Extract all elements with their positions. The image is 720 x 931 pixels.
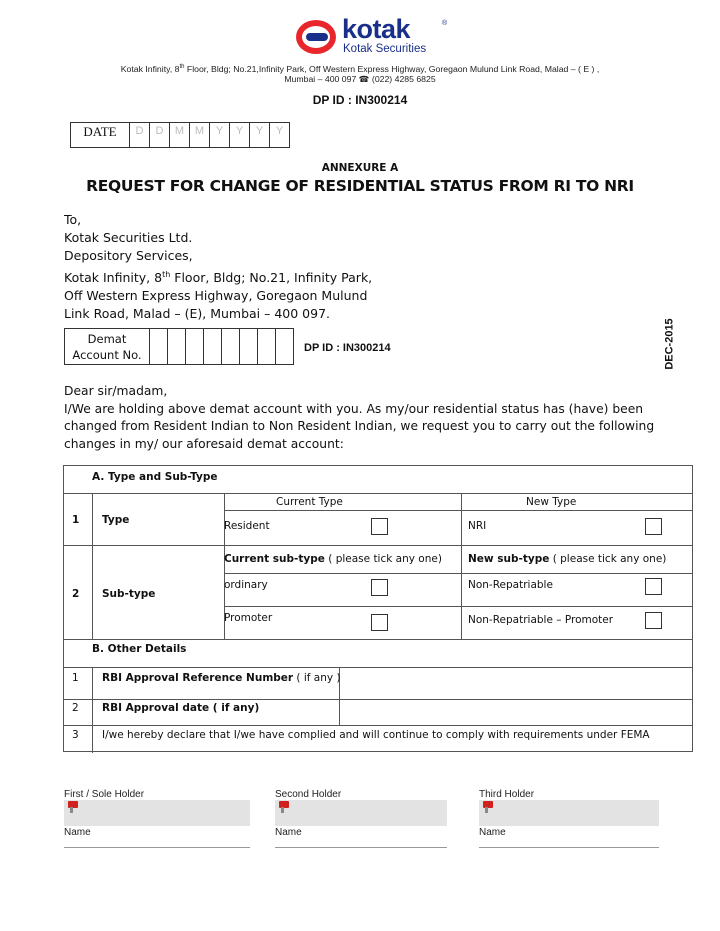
letter-paragraph: I/We are holding above demat account with you. As my/our residential status has (have) been changed from Resident Indian to Non Resident Indian, we request you to carry out the following changes in my/ our aforesaid demat account: (64, 401, 655, 451)
demat-cell[interactable] (258, 329, 276, 365)
date-cell-d1[interactable]: D (130, 123, 150, 148)
sign-flag-icon (483, 801, 497, 813)
subtype-non-repatriable-promoter-label: Non-Repatriable – Promoter (468, 614, 614, 626)
date-cell-m2[interactable]: M (190, 123, 210, 148)
side-date-stamp: DEC-2015 (663, 318, 676, 370)
new-type-value: NRI (468, 520, 487, 532)
dp-id-inline: DP ID : IN300214 (304, 342, 391, 354)
first-holder-name-line[interactable] (64, 847, 250, 848)
non-repatriable-checkbox[interactable] (645, 578, 662, 595)
recipient-line: Kotak Securities Ltd. (64, 230, 193, 246)
current-type-value: Resident (224, 520, 270, 532)
header-address-line2: Mumbai – 400 097 ☎ (022) 4285 6825 (284, 74, 436, 84)
demat-cell[interactable] (150, 329, 168, 365)
rbi-ref-label: RBI Approval Reference Number ( if any ) (102, 672, 341, 684)
recipient-address (64, 211, 372, 323)
logo-brand-text: kotak (342, 14, 411, 44)
section-a-heading: A. Type and Sub-Type (92, 471, 218, 483)
new-type-header: New Type (526, 496, 577, 508)
recipient-line: Off Western Express Highway, Goregaon Mulund (64, 287, 368, 303)
type-label: Type (102, 514, 130, 526)
date-cell-y3[interactable]: Y (250, 123, 270, 148)
second-holder-signature-field[interactable] (275, 800, 447, 826)
date-cell-y4[interactable]: Y (270, 123, 290, 148)
form-title: REQUEST FOR CHANGE OF RESIDENTIAL STATUS FROM RI TO NRI (86, 177, 634, 195)
subtype-label: Sub-type (102, 588, 156, 600)
subtype-non-repatriable-label: Non-Repatriable (468, 579, 553, 591)
date-cell-y1[interactable]: Y (210, 123, 230, 148)
fema-declaration: I/we hereby declare that I/we have complied and will continue to comply with requirements under FEMA (102, 729, 650, 741)
row-number: 1 (72, 672, 79, 684)
kotak-logo-mark-icon (296, 20, 336, 54)
rbi-date-input[interactable] (339, 699, 692, 729)
third-holder-name-line[interactable] (479, 847, 659, 848)
new-subtype-header: New sub-type ( please tick any one) (468, 553, 667, 565)
current-subtype-header: Current sub-type ( please tick any one) (224, 553, 442, 565)
demat-account-label: Demat Account No. (65, 329, 150, 365)
recipient-line: Depository Services, (64, 248, 193, 264)
demat-cell[interactable] (276, 329, 294, 365)
dp-id-header: DP ID : IN300214 (312, 93, 408, 107)
demat-account-box (64, 328, 294, 365)
row-number: 1 (72, 514, 80, 526)
row-number: 3 (72, 729, 79, 741)
first-holder-label: First / Sole Holder (64, 789, 145, 800)
logo-brand (342, 14, 447, 45)
header-address-line1: Kotak Infinity, 8th Floor, Bldg; No.21,Infinity Park, Off Western Express Highway, Goregaon Mulund Link Road, Malad – ( E ) , (120, 63, 600, 74)
logo-reg-mark: ® (442, 20, 447, 27)
date-label: DATE (71, 123, 130, 148)
annexure-label: ANNEXURE A (321, 162, 399, 174)
third-holder-signature-field[interactable] (479, 800, 659, 826)
row-number: 2 (72, 588, 80, 600)
letter-body (64, 383, 696, 453)
nri-checkbox[interactable] (645, 518, 662, 535)
demat-cell[interactable] (204, 329, 222, 365)
demat-cell[interactable] (240, 329, 258, 365)
third-holder-name-label: Name (479, 827, 506, 838)
second-holder-label: Second Holder (275, 789, 342, 800)
date-cell-m1[interactable]: M (170, 123, 190, 148)
demat-cell[interactable] (186, 329, 204, 365)
section-b-heading: B. Other Details (92, 643, 187, 655)
subtype-promoter-label: Promoter (224, 612, 273, 624)
demat-cell[interactable] (222, 329, 240, 365)
kotak-logo (296, 14, 456, 58)
second-holder-name-line[interactable] (275, 847, 447, 848)
ordinary-checkbox[interactable] (371, 579, 388, 596)
rbi-ref-input[interactable] (339, 667, 692, 698)
current-type-header: Current Type (276, 496, 343, 508)
subtype-ordinary-label: ordinary (224, 579, 268, 591)
date-cell-y2[interactable]: Y (230, 123, 250, 148)
sign-flag-icon (68, 801, 82, 813)
recipient-line: Link Road, Malad – (E), Mumbai – 400 097. (64, 306, 331, 322)
promoter-checkbox[interactable] (371, 614, 388, 631)
demat-cell[interactable] (168, 329, 186, 365)
rbi-date-label: RBI Approval date ( if any) (102, 702, 260, 714)
third-holder-label: Third Holder (479, 789, 535, 800)
date-box (70, 122, 290, 148)
row-number: 2 (72, 702, 79, 714)
non-repatriable-promoter-checkbox[interactable] (645, 612, 662, 629)
letter-greeting: Dear sir/madam, (64, 384, 168, 398)
first-holder-signature-field[interactable] (64, 800, 250, 826)
logo-subtitle: Kotak Securities (343, 43, 427, 55)
sign-flag-icon (279, 801, 293, 813)
recipient-line: To, (64, 212, 82, 227)
date-cell-d2[interactable]: D (150, 123, 170, 148)
first-holder-name-label: Name (64, 827, 91, 838)
recipient-line: Kotak Infinity, 8th Floor, Bldg; No.21, Infinity Park, (64, 269, 373, 285)
resident-checkbox[interactable] (371, 518, 388, 535)
second-holder-name-label: Name (275, 827, 302, 838)
